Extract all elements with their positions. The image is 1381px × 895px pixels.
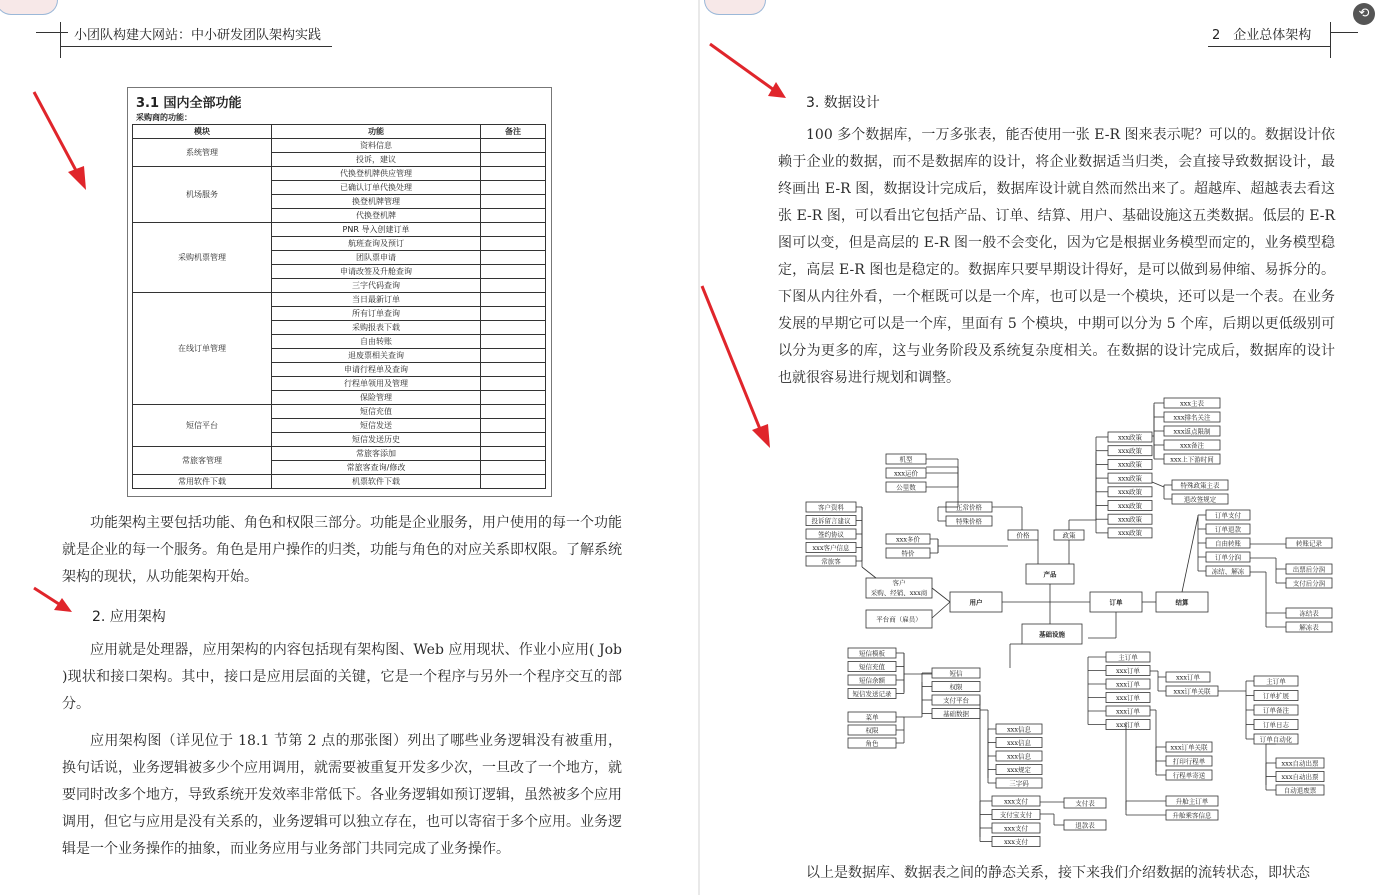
function-cell: 短信充值 <box>272 405 481 419</box>
note-cell <box>481 349 546 363</box>
er-box <box>1108 528 1152 538</box>
paragraph: 应用架构图（详见位于 18.1 节第 2 点的那张图）列出了哪些业务逻辑没有被重用，换句话说，业务逻辑被多少个应用调用，就需要被重复开发多少次，一旦改了一个地方，就要同时改多个地方，导致系统开发效率非常低下。各业务逻辑如预订逻辑，虽然被多个应用调用，但它与应用是没有关系的，业务逻辑可以独立存在，也可以寄宿于多个应用。业务逻辑是一个业务操作的抽象，而业务应用与业务部门共同完成了业务操作。 <box>62 733 622 857</box>
module-cell: 在线订单管理 <box>133 293 272 405</box>
function-cell: 行程单领用及管理 <box>272 377 481 391</box>
er-box-label: 支付表 <box>1075 799 1095 808</box>
er-box <box>1108 473 1152 483</box>
note-cell <box>481 209 546 223</box>
er-box <box>848 689 896 699</box>
er-box-label: 正常价格 <box>956 503 982 512</box>
er-box <box>886 468 926 478</box>
er-box-label: 解冻表 <box>1299 623 1319 632</box>
note-cell <box>481 363 546 377</box>
function-cell: 常旅客添加 <box>272 447 481 461</box>
red-arrow-icon <box>30 584 74 616</box>
er-box-label: xxx政策 <box>1118 460 1142 469</box>
function-cell: 短信发送 <box>272 419 481 433</box>
er-box <box>1164 440 1220 450</box>
er-box <box>1254 734 1298 744</box>
er-box <box>992 810 1040 820</box>
er-box-label: 权限 <box>949 682 963 691</box>
function-cell: 退废票相关查询 <box>272 349 481 363</box>
er-box-label: 短信发送记录 <box>852 689 892 698</box>
paragraph: 以上是数据库、数据表之间的静态关系，接下来我们介绍数据的流转状态，即状态 <box>806 865 1310 881</box>
col-header: 功能 <box>272 125 481 139</box>
er-box-label: xxx订单 <box>1116 707 1140 716</box>
er-box-label: 订单 <box>1109 598 1123 607</box>
er-box <box>1108 501 1152 511</box>
er-box <box>1108 432 1152 442</box>
function-cell: 采购报表下载 <box>272 321 481 335</box>
note-cell <box>481 251 546 265</box>
er-box-label: 短信模板 <box>859 649 885 658</box>
function-cell: 资料信息 <box>272 139 481 153</box>
er-box-label: xxx订单 <box>1176 673 1200 682</box>
er-box <box>886 534 930 544</box>
er-box-label: 订单分润 <box>1215 553 1241 562</box>
function-cell: 三字代码查询 <box>272 279 481 293</box>
er-box-label: 价格 <box>1016 531 1030 540</box>
note-cell <box>481 447 546 461</box>
module-cell: 采购机票管理 <box>133 223 272 293</box>
er-box <box>1106 679 1150 689</box>
er-box-label: xxx自动出票 <box>1281 772 1319 781</box>
er-box-label: xxx排名关注 <box>1173 413 1211 422</box>
connector-line <box>862 567 876 578</box>
note-cell <box>481 237 546 251</box>
er-box <box>932 682 980 692</box>
er-box-label: 退改签规定 <box>1183 495 1217 504</box>
function-cell: PNR 导入创建订单 <box>272 223 481 237</box>
er-box-label: xxx返点限制 <box>1173 427 1211 436</box>
er-box <box>1286 538 1332 548</box>
er-box <box>848 738 896 748</box>
er-box-label: 订单日志 <box>1263 720 1289 729</box>
er-box <box>1166 810 1218 820</box>
er-box-label: 短信 <box>949 669 963 678</box>
note-cell <box>481 377 546 391</box>
note-cell <box>481 405 546 419</box>
er-box <box>806 556 856 566</box>
er-box <box>1156 592 1208 612</box>
connector-line <box>932 602 950 618</box>
function-cell: 自由转账 <box>272 335 481 349</box>
er-box-label: 用户 <box>969 598 983 607</box>
er-box-label: 冻结、解冻 <box>1211 567 1245 576</box>
er-box <box>806 502 856 512</box>
er-box-label: xxx支付 <box>1004 837 1028 846</box>
er-box-label: 公里数 <box>896 483 916 492</box>
er-box-label: 机型 <box>899 455 913 464</box>
table-row <box>133 293 546 307</box>
er-box <box>1106 693 1150 703</box>
er-box <box>886 548 930 558</box>
note-cell <box>481 153 546 167</box>
note-cell <box>481 433 546 447</box>
er-box <box>806 529 856 539</box>
er-box <box>848 662 896 672</box>
function-cell: 换登机牌管理 <box>272 195 481 209</box>
er-box <box>932 709 980 719</box>
er-box <box>1276 785 1324 795</box>
connector-line <box>1182 516 1198 592</box>
function-cell: 申请行程单及查询 <box>272 363 481 377</box>
er-box-label: 订单扩展 <box>1263 691 1289 700</box>
er-box <box>1206 510 1250 520</box>
figure-subtitle: 采购商的功能： <box>136 113 192 122</box>
er-box <box>848 725 896 735</box>
er-box-label: 转账记录 <box>1296 539 1322 548</box>
er-box <box>1166 686 1218 696</box>
module-cell: 短信平台 <box>133 405 272 447</box>
er-box-label: xxx信息 <box>1007 738 1031 747</box>
function-cell: 已确认订单代换处理 <box>272 181 481 195</box>
er-box <box>1286 622 1332 632</box>
er-box <box>1164 426 1220 436</box>
er-box-label: 冻结表 <box>1299 609 1319 618</box>
er-box-label: 出票后分润 <box>1292 565 1326 574</box>
er-box <box>932 668 980 678</box>
er-box-label: 产品 <box>1043 570 1057 579</box>
er-box-label: 基础设施 <box>1039 630 1065 639</box>
note-cell <box>481 139 546 153</box>
module-cell: 常旅客管理 <box>133 447 272 475</box>
er-box-label: 支付后分润 <box>1292 579 1326 588</box>
er-box-label: 菜单 <box>865 713 879 722</box>
function-cell: 短信发送历史 <box>272 433 481 447</box>
er-box <box>848 712 896 722</box>
er-box <box>1166 742 1212 752</box>
note-cell <box>481 335 546 349</box>
er-box <box>996 751 1042 761</box>
er-box-label: xxx政策 <box>1118 474 1142 483</box>
paragraph: 功能架构主要包括功能、角色和权限三部分。功能是企业服务，用户使用的每一个功能就是企业的每一个服务。角色是用户操作的归类，功能与角色的对应关系即权限。了解系统架构的现状，从功能架构开始。 <box>62 515 622 585</box>
er-box-label: 自由转账 <box>1215 539 1241 548</box>
er-box-label: 角色 <box>865 739 879 748</box>
er-box-label: 订单备注 <box>1263 706 1289 715</box>
er-box-label: xxx订单 <box>1116 680 1140 689</box>
er-box <box>1164 412 1220 422</box>
er-box <box>1106 706 1150 716</box>
er-box <box>1254 676 1298 686</box>
connector-line <box>1152 482 1164 487</box>
note-cell <box>481 461 546 475</box>
header-title: 小团队构建大网站：中小研发团队架构实践 <box>74 28 322 43</box>
module-cell: 常用软件下载 <box>133 475 272 489</box>
note-cell <box>481 293 546 307</box>
er-box-label: xxx规定 <box>1007 765 1031 774</box>
er-box-label: 支付平台 <box>943 696 969 705</box>
er-box-label: 主订单 <box>1118 653 1138 662</box>
er-box-label: xxx政策 <box>1118 433 1142 442</box>
er-box <box>1106 720 1150 730</box>
function-cell: 申请改签及升舱查询 <box>272 265 481 279</box>
table-row <box>133 475 546 489</box>
note-cell <box>481 195 546 209</box>
function-cell: 机票软件下载 <box>272 475 481 489</box>
paragraph: 应用就是处理器，应用架构的内容包括现有架构图、Web 应用现状、作业小应用( Job )现状和接口架构。其中，接口是应用层面的关键，它是一个程序与另外一个程序交互的部分。 <box>62 642 622 712</box>
er-box-label: 结算 <box>1175 598 1189 607</box>
er-box-label: 平台商（雇员） <box>876 615 922 624</box>
function-cell: 代换登机牌 <box>272 209 481 223</box>
er-box-label: xxx订单 <box>1116 720 1140 729</box>
er-box <box>1276 772 1324 782</box>
note-cell <box>481 181 546 195</box>
col-header: 备注 <box>481 125 546 139</box>
er-box-label: xxx政策 <box>1118 447 1142 455</box>
function-cell: 团队票申请 <box>272 251 481 265</box>
paragraph: 100 多个数据库，一万多张表，能否使用一张 E-R 图来表示呢？可以的。数据设计依赖于企业的数据，而不是数据库的设计，将企业数据适当归类，会直接导致数据设计，最终画出 E-R 图，数据设计完成后，数据库设计就自然而然出来了。超越库、超越表去看这张 E-R 图，可以看出它包括产品、订单、结算、用户、基础设施这五类数据。低层的 E-R 图可以变，但是高层的 E-R 图一般不会变化，因为它是根据业务模型而定的，业务模型稳定，高层 E-R 图也是稳定的。数据库只要早期设计得好，是可以做到易伸缩、易拆分的。下图从内往外看，一个框既可以是一个库，也可以是一个模块，还可以是一个表。在业务发展的早期它可以是一个库，里面有 5 个模块，中期可以分为 5 个库，后期以更低级别可以分为更多的库，这与业务阶段及系统复杂度相关。在数据的设计完成后，数据库的设计也就很容易进行规划和调整。 <box>778 127 1335 386</box>
er-box-label: 政策 <box>1062 531 1076 540</box>
er-box <box>1286 564 1332 574</box>
er-box-label: 特殊价格 <box>956 517 982 526</box>
er-box <box>1166 672 1210 682</box>
er-box <box>1286 578 1332 588</box>
er-box <box>992 837 1040 847</box>
er-box <box>1054 530 1084 540</box>
er-box-label: xxx订单 <box>1116 693 1140 702</box>
note-cell <box>481 167 546 181</box>
er-box-label: 退款表 <box>1075 821 1095 830</box>
er-box <box>996 778 1042 788</box>
table-row <box>133 167 546 181</box>
er-box <box>1008 530 1038 540</box>
red-arrow-icon <box>30 88 94 192</box>
note-cell <box>481 279 546 293</box>
er-box-label: 常旅客 <box>821 557 841 566</box>
er-box-label: 订单自动化 <box>1259 735 1293 744</box>
er-box-label: 基础数据 <box>943 709 969 718</box>
red-arrow-icon <box>700 284 774 452</box>
er-box <box>1108 459 1152 469</box>
er-box <box>1286 608 1332 618</box>
er-box <box>1206 552 1250 562</box>
er-box <box>946 516 992 526</box>
er-box-label: 支付宝支付 <box>999 810 1033 819</box>
er-box <box>950 592 1002 612</box>
er-box-label: 升舱乘客信息 <box>1172 811 1212 820</box>
note-cell <box>481 391 546 405</box>
page-header <box>700 0 1381 60</box>
er-box-label: xxx政策 <box>1118 488 1142 497</box>
table-row <box>133 405 546 419</box>
er-box-label: xxx上下游时间 <box>1170 455 1214 464</box>
er-box <box>932 695 980 705</box>
note-cell <box>481 475 546 489</box>
header-title: 2 企业总体架构 <box>1212 28 1312 43</box>
er-box-label: xxx订单关联 <box>1170 743 1208 752</box>
er-box-label: xxx支付 <box>1004 824 1028 833</box>
er-box-label: 升舱主订单 <box>1175 797 1209 806</box>
er-box-label: xxx信息 <box>1007 752 1031 761</box>
er-box <box>1164 454 1220 464</box>
er-box-label: xxx客户信息 <box>812 543 850 552</box>
table-row <box>133 447 546 461</box>
er-box <box>866 610 932 628</box>
note-cell <box>481 419 546 433</box>
er-box <box>1206 566 1250 576</box>
function-cell: 当日最新订单 <box>272 293 481 307</box>
er-box <box>1064 798 1106 808</box>
function-cell: 保险管理 <box>272 391 481 405</box>
er-box <box>806 543 856 553</box>
note-cell <box>481 307 546 321</box>
figure-title: 3.1 国内全部功能 <box>136 96 242 111</box>
er-box <box>1164 398 1220 408</box>
function-cell: 代换登机牌供应管理 <box>272 167 481 181</box>
er-box-label: xxx订单关联 <box>1173 687 1211 696</box>
er-box-label: 自动退废票 <box>1283 786 1317 795</box>
er-box <box>992 796 1040 806</box>
table-row <box>133 139 546 153</box>
er-box <box>806 516 856 526</box>
function-table-figure <box>127 87 552 497</box>
module-cell: 系统管理 <box>133 139 272 167</box>
er-diagram <box>776 392 1346 846</box>
er-box <box>1254 705 1298 715</box>
er-box-label: 客户 <box>892 579 906 587</box>
er-box-label: 特价 <box>901 549 915 558</box>
col-header: 模块 <box>133 125 272 139</box>
er-box-label: 采购、经销、xxx商 <box>870 589 928 597</box>
er-box-label: 短信充值 <box>859 662 885 671</box>
er-box <box>1064 820 1106 830</box>
er-box <box>886 454 926 464</box>
er-box <box>996 724 1042 734</box>
function-cell: 投诉，建议 <box>272 153 481 167</box>
er-box <box>1276 758 1324 768</box>
er-box-label: xxx运价 <box>894 469 918 478</box>
function-table <box>132 124 546 489</box>
er-box-label: 订单退款 <box>1215 525 1241 534</box>
er-box <box>1106 666 1150 676</box>
er-box <box>1108 446 1152 456</box>
section-title: 3. 数据设计 <box>806 95 880 111</box>
er-box <box>1172 494 1228 504</box>
function-cell: 常旅客查询/修改 <box>272 461 481 475</box>
er-box-label: 短信余额 <box>859 676 885 685</box>
er-box-label: xxx主表 <box>1180 399 1204 408</box>
er-box <box>1254 691 1298 701</box>
red-arrow-icon <box>706 40 788 102</box>
er-box <box>1108 514 1152 524</box>
er-box <box>1022 624 1082 644</box>
er-box <box>1166 756 1212 766</box>
er-box <box>848 648 896 658</box>
er-box <box>1254 720 1298 730</box>
er-box <box>1206 524 1250 534</box>
note-cell <box>481 223 546 237</box>
er-box-label: xxx政策 <box>1118 501 1142 510</box>
er-box-label: 客户资料 <box>818 503 844 512</box>
er-box-label: xxx多价 <box>896 535 920 544</box>
er-box-label: 投诉留言建议 <box>811 516 851 525</box>
connector-line <box>932 588 950 602</box>
note-cell <box>481 321 546 335</box>
table-row <box>133 223 546 237</box>
er-box-label: 行程单寄送 <box>1172 771 1206 780</box>
er-box-label: 特殊政策主表 <box>1180 481 1220 490</box>
er-box-label: 签约协议 <box>818 530 844 539</box>
er-box-label: xxx备注 <box>1180 441 1204 450</box>
note-cell <box>481 265 546 279</box>
er-box-label: xxx自动出票 <box>1281 759 1319 768</box>
er-box-label: 订单支付 <box>1215 511 1241 520</box>
er-box-label: 三字码 <box>1009 779 1029 788</box>
er-box <box>1172 480 1228 490</box>
er-box <box>1106 652 1150 662</box>
er-box-label: xxx支付 <box>1004 797 1028 806</box>
er-box <box>996 738 1042 748</box>
er-box <box>1166 770 1212 780</box>
er-box-label: xxx订单 <box>1116 666 1140 675</box>
section-title: 2. 应用架构 <box>92 609 166 625</box>
er-box-label: 主订单 <box>1266 677 1286 686</box>
er-box <box>848 675 896 685</box>
er-box <box>1090 592 1142 612</box>
module-cell: 机场服务 <box>133 167 272 223</box>
function-cell: 所有订单查询 <box>272 307 481 321</box>
page-header <box>0 0 698 60</box>
er-box <box>1206 538 1250 548</box>
right-page <box>700 0 1381 895</box>
er-box-label: xxx政策 <box>1118 529 1142 538</box>
er-box-label: 权限 <box>865 726 879 735</box>
er-box <box>886 482 926 492</box>
er-box <box>1166 796 1218 806</box>
history-icon[interactable]: ⟲ <box>1353 3 1375 25</box>
er-box <box>1108 487 1152 497</box>
er-box <box>1026 564 1074 584</box>
er-box-label: 打印行程单 <box>1172 757 1206 766</box>
er-box-label: xxx信息 <box>1007 725 1031 734</box>
er-box <box>992 823 1040 833</box>
er-box-label: xxx政策 <box>1118 515 1142 524</box>
function-cell: 航班查询及预订 <box>272 237 481 251</box>
er-box <box>996 765 1042 775</box>
